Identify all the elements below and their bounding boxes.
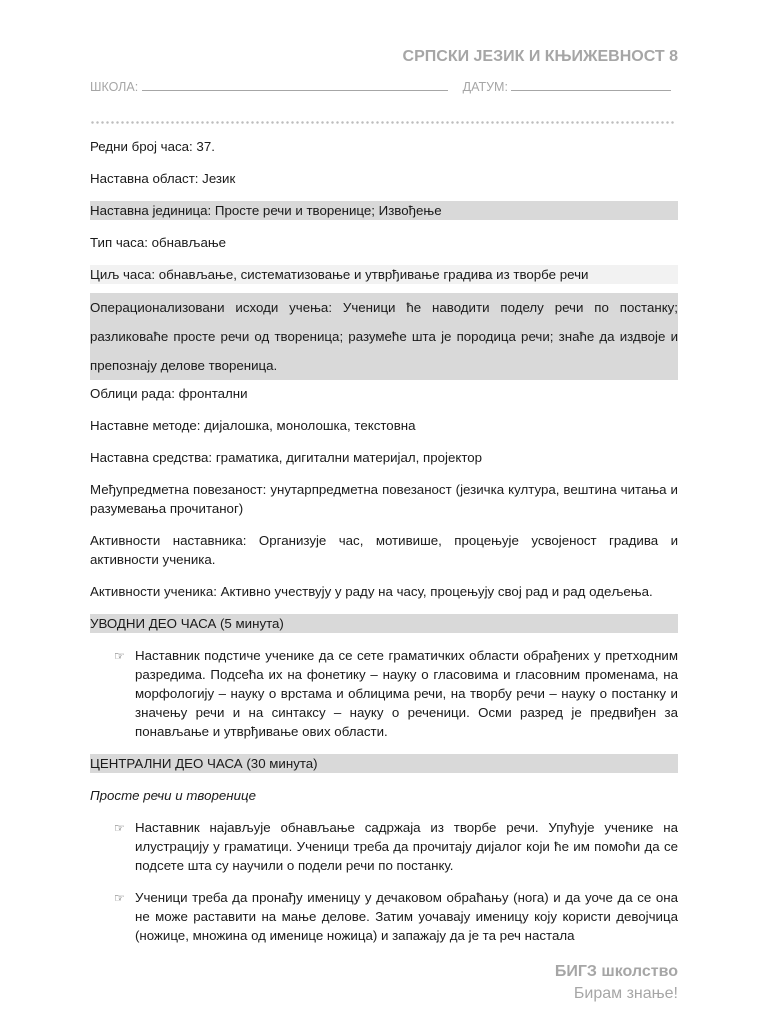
lesson-goal: Циљ часа: обнављање, систематизовање и утврђивање градива из творбе речи	[90, 265, 678, 284]
publisher-name: БИГЗ школство	[554, 963, 678, 980]
subject-title: СРПСКИ ЈЕЗИК И КЊИЖЕВНОСТ 8	[402, 48, 678, 65]
intro-bullet-text: Наставник подстиче ученике да се сете граматичких области обрађених у претходним разредима. Подсећа их на фонетику – науку о гласовима и гласовним променама, на морфологију – науку о врстама и облицима речи, на творбу речи – науку о постанку и значењу речи и на синтаксу – науку о реченици. Осми разред је предвиђен за понављање и утврђивање ових области.	[135, 648, 678, 739]
intro-heading: УВОДНИ ДЕО ЧАСА (5 минута)	[90, 614, 678, 633]
lesson-number: Редни број часа: 37.	[90, 139, 215, 154]
lesson-plan	[90, 137, 678, 958]
central-subheading: Просте речи и творенице	[90, 788, 256, 803]
central-bullet-2	[114, 888, 678, 945]
learning-outcomes: Операционализовани исходи учења: Ученици ће наводити поделу речи по постанку; разликоваће просте речи од твореница; разумеће шта је породица речи; знаће да издвоје и препознају делове твореница.	[90, 293, 678, 380]
pointing-hand-icon: ☞	[114, 649, 125, 663]
pointing-hand-icon: ☞	[114, 821, 125, 835]
central-bullet-1	[114, 818, 678, 875]
date-label: ДАТУМ:	[462, 80, 508, 94]
teaching-methods: Наставне методе: дијалошка, монолошка, текстовна	[90, 418, 416, 433]
student-activities: Активности ученика: Активно учествују у раду на часу, процењују свој рад и рад одељења.	[90, 584, 653, 599]
teacher-activities: Активности наставника: Организује час, мотивише, процењује усвојеност градива и активности ученика.	[90, 533, 678, 567]
teaching-area: Наставна област: Језик	[90, 171, 236, 186]
school-label: ШКОЛА:	[90, 80, 139, 94]
central-heading: ЦЕНТРАЛНИ ДЕО ЧАСА (30 минута)	[90, 754, 678, 773]
school-date-line	[90, 80, 678, 94]
central-bullet-2-text: Ученици треба да пронађу именицу у дечаковом обраћању (нога) и да уоче да се она не може раставити на мање делове. Затим уочавају именицу коју користи девојчица (ножице, множина од именице ножица) и запажају да је та реч настала	[135, 890, 678, 943]
teaching-unit: Наставна јединица: Просте речи и творенице; Извођење	[90, 201, 678, 220]
date-blank	[511, 80, 671, 91]
subject-correlation: Међупредметна повезаност: унутарпредметна повезаност (језичка култура, вештина читања и разумевања прочитаног)	[90, 482, 678, 516]
central-bullet-1-text: Наставник најављује обнављање садржаја из творбе речи. Упућује ученике на илустрацију у граматици. Ученици треба да прочитају дијалог који ће им помоћи да се подсете шта су научили о подели речи по постанку.	[135, 820, 678, 873]
pointing-hand-icon: ☞	[114, 891, 125, 905]
intro-bullet	[114, 646, 678, 741]
publisher-slogan: Бирам знање!	[573, 985, 678, 1002]
teaching-tools: Наставна средства: граматика, дигитални материјал, пројектор	[90, 450, 483, 465]
dotted-separator	[90, 120, 674, 128]
work-forms: Облици рада: фронтални	[90, 386, 248, 401]
lesson-type: Тип часа: обнављање	[90, 235, 227, 250]
school-blank	[142, 80, 448, 91]
